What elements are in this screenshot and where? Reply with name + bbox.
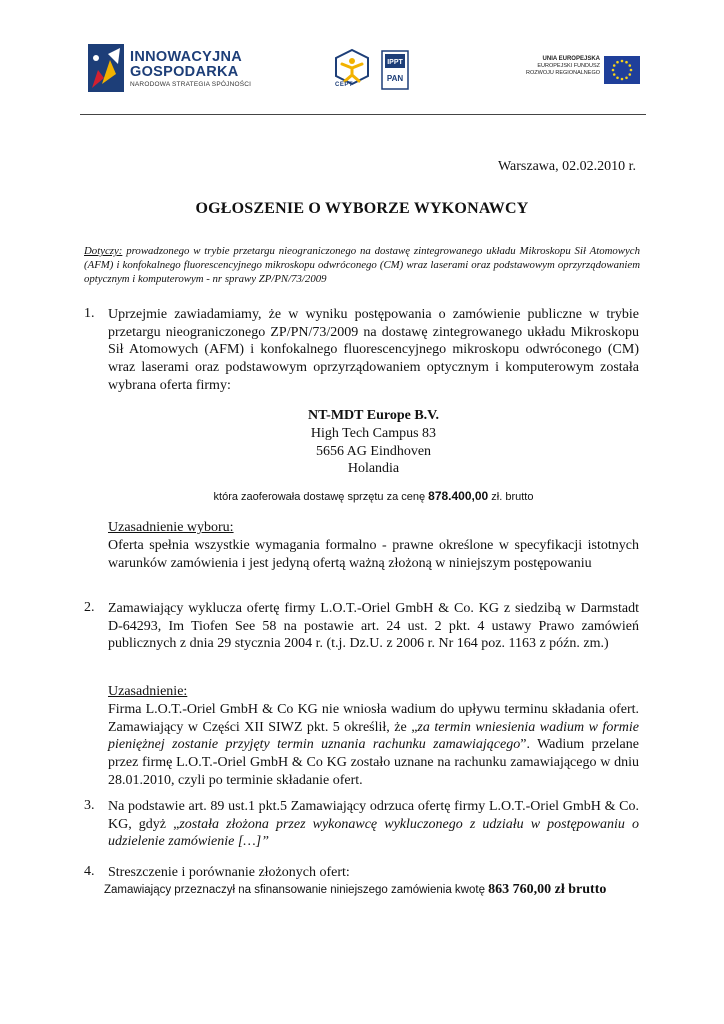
section-2-reason-text xyxy=(108,701,639,790)
reason-2-part-a: Firma L.O.T.-Oriel GmbH & Co KG nie wniosła wadium do upływu terminu składania ofert. Zamawiający w Części XII SIWZ pkt. 5 określił, że „ xyxy=(108,702,639,735)
document-date: Warszawa, 02.02.2010 r. xyxy=(497,159,636,174)
winner-address-line2: 5656 AG Eindhoven xyxy=(315,444,432,459)
eu-line1: UNIA EUROPEJSKA xyxy=(542,56,600,62)
dotyczy-text: prowadzonego w trybie przetargu nieograniczonego na dostawę zintegrowanego układu Mikroskopu Sił Atomowych (AFM) i konfokalnego fluorescencyjnego mikroskopu odwróconego (CM) wraz laserami oraz podstawowym oprzyrządowaniem optycznym i komputerowym - nr sprawy ZP/PN/73/2009 xyxy=(84,245,640,285)
budget-line xyxy=(104,882,606,898)
winner-price-line xyxy=(108,489,639,503)
winner-country: Holandia xyxy=(347,461,400,476)
innowacyjna-line3: NARODOWA STRATEGIA SPÓJNOŚCI xyxy=(130,81,252,88)
section-1-text: Uprzejmie zawiadamiamy, że w wyniku postępowania o zamówienie publiczne w trybie przetargu nieograniczonego ZP/PN/73/2009 na dostawę zintegrowanego układu Mikroskopu Sił Atomowych (AFM) i konfokalnego fluorescencyjnego mikroskopu odwróconego (CM) wraz laserami oraz podstawowym oprzyrządowaniem optycznym i komputerowym została wybrana oferta firmy: xyxy=(108,307,639,393)
section-4-text: Streszczenie i porównanie złożonych ofert: xyxy=(108,865,350,880)
winner-price: 878.400,00 xyxy=(428,489,489,503)
winner-address-line1: High Tech Campus 83 xyxy=(310,426,437,441)
reason-label-2: Uzasadnienie: xyxy=(108,684,188,699)
section-2-number: 2. xyxy=(84,600,95,615)
section-1-number: 1. xyxy=(84,306,95,321)
header-divider xyxy=(80,114,646,115)
section-3-quote: została złożona przez wykonawcę wykluczonego z udziału w postępowaniu o udzielenie zamówienie […]” xyxy=(108,816,639,850)
section-1-reason-text: Oferta spełnia wszystkie wymagania formalno - prawne określone w specyfikacji istotnych warunków zamówienia i jest jedyną ofertą ważną złożoną w niniejszym postępowaniu xyxy=(108,538,639,571)
innowacyjna-emblem-icon xyxy=(88,44,124,92)
cept-label: CEPT xyxy=(335,82,354,88)
price-suffix: zł. brutto xyxy=(488,491,534,503)
section-3-number: 3. xyxy=(84,798,95,813)
section-3-text xyxy=(108,798,639,851)
price-prefix: która zaoferowała dostawę sprzętu za cenę xyxy=(213,491,429,503)
eu-line2: EUROPEJSKI FUNDUSZ xyxy=(537,63,600,69)
budget-amount: 863 760,00 zł brutto xyxy=(488,882,607,897)
svg-text:PAN: PAN xyxy=(386,74,404,83)
winner-company-name: NT-MDT Europe B.V. xyxy=(308,408,439,423)
section-2-text: Zamawiający wyklucza ofertę firmy L.O.T.-Oriel GmbH & Co. KG z siedzibą w Darmstadt D-64293, Im Tiofen See 58 na postawie art. 24 ust. 2 pkt. 4 ustawy Prawo zamówień publicznych z dnia 29 stycznia 2004 r. (t.j. Dz.U. z 2006 r. Nr 164 poz. 1163 z późn. zm.) xyxy=(108,601,639,652)
budget-text: Zamawiający przeznaczył na sfinansowanie niniejszego zamówienia kwotę xyxy=(104,884,489,896)
svg-text:IPPT: IPPT xyxy=(387,59,403,66)
reason-label-1: Uzasadnienie wyboru: xyxy=(108,520,234,535)
eu-flag-icon xyxy=(604,56,640,84)
ippt-pan-logo-icon xyxy=(381,50,409,90)
section-1-reason-label xyxy=(108,519,639,537)
innowacyjna-gospodarka-logo xyxy=(88,42,268,94)
section-2-reason-label xyxy=(108,683,639,701)
header-logos xyxy=(84,42,646,94)
innowacyjna-line2: GOSPODARKA xyxy=(130,64,239,80)
eu-line3: ROZWOJU REGIONALNEGO xyxy=(526,70,600,76)
eu-text-block xyxy=(502,56,600,77)
dotyczy-block xyxy=(84,244,640,286)
reason-2-quote: za termin wniesienia wadium w formie pieniężnej zostanie przyjęty termin uznania rachunku zamawiającego xyxy=(108,719,639,753)
reason-2-part-b: ”. Wadium przelane przez firmę L.O.T.-Oriel GmbH & Co KG zostało uznane na rachunku zamawiającego w dniu 28.01.2010, czyli po terminie składanie ofert. xyxy=(108,737,639,788)
section-4-number: 4. xyxy=(84,864,95,879)
innowacyjna-line1: INNOWACYJNA xyxy=(130,49,243,65)
document-title: OGŁOSZENIE O WYBORZE WYKONAWCY xyxy=(195,200,529,217)
section-3-part-a: Na podstawie art. 89 ust.1 pkt.5 Zamawiający odrzuca ofertę firmy L.O.T.-Oriel GmbH & Co. KG, gdyż „ xyxy=(108,799,639,832)
dotyczy-label: Dotyczy: xyxy=(84,245,123,257)
